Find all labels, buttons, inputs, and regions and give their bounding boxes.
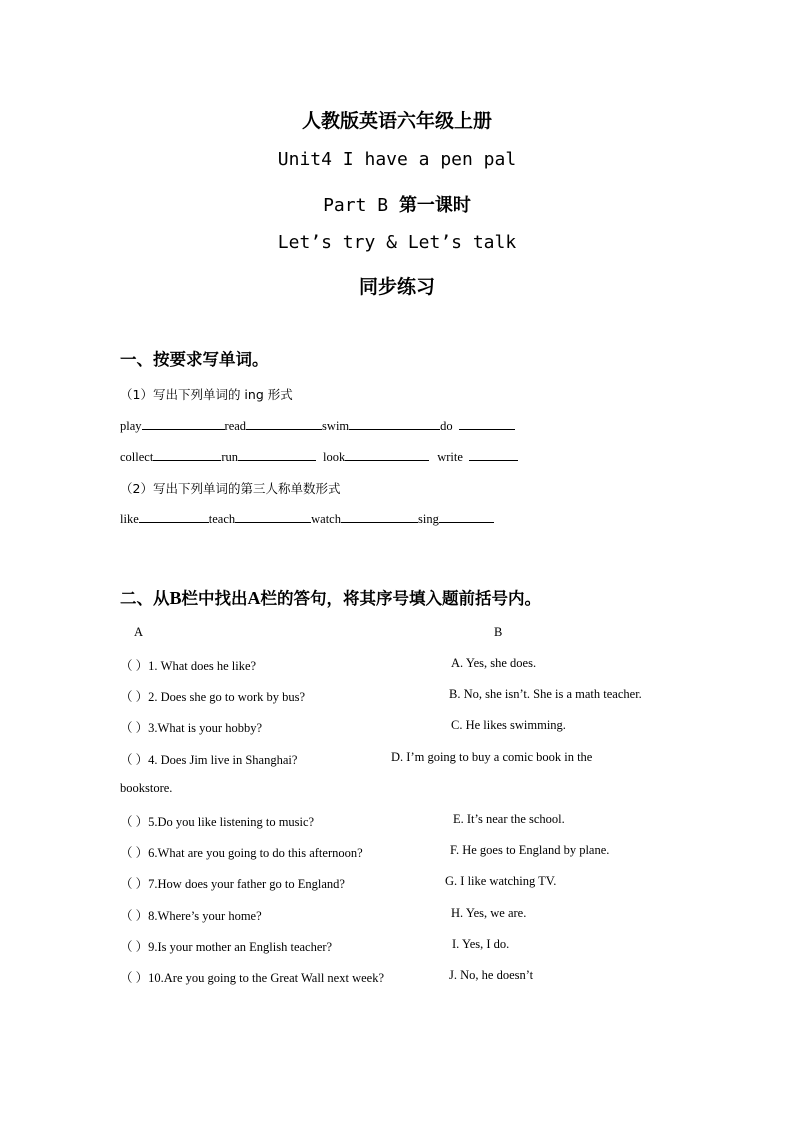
answer-blank[interactable]	[246, 417, 322, 430]
answer-parentheses[interactable]: （ ）	[120, 846, 149, 860]
column-b-header: B	[494, 625, 503, 639]
part-title	[0, 191, 794, 217]
answer-blank[interactable]	[459, 417, 515, 430]
answer-option: D. I’m going to buy a comic book in the	[391, 750, 593, 764]
question-row: （ ）3.What is your hobby?	[120, 721, 263, 735]
question-row: （ ）8.Where’s your home?	[120, 909, 262, 923]
answer-parentheses[interactable]: （ ）	[120, 940, 149, 954]
word: do	[440, 419, 453, 433]
answer-option: A. Yes, she does.	[451, 656, 537, 670]
unit-title: Unit4 I have a pen pal	[277, 149, 517, 170]
question-row: （ ）4. Does Jim live in Shanghai?	[120, 753, 298, 767]
word: run	[221, 450, 238, 464]
answer-blank[interactable]	[349, 417, 440, 430]
word: read	[224, 419, 247, 433]
question-row: （ ）2. Does she go to work by bus?	[120, 690, 306, 704]
page-title: 人教版英语六年级上册	[301, 110, 492, 132]
subtitle: 同步练习	[358, 276, 435, 298]
answer-parentheses[interactable]: （ ）	[120, 815, 149, 829]
answer-blank[interactable]	[235, 510, 311, 523]
answer-blank[interactable]	[139, 510, 209, 523]
word: write	[437, 450, 463, 464]
question-row: （ ）6.What are you going to do this afternoon?	[120, 846, 363, 860]
question-row: （ ）9.Is your mother an English teacher?	[120, 940, 333, 954]
answer-parentheses[interactable]: （ ）	[120, 971, 149, 985]
answer-option: I. Yes, I do.	[452, 937, 510, 951]
lesson-number: 第一课时	[398, 195, 471, 216]
answer-parentheses[interactable]: （ ）	[120, 690, 149, 704]
word: teach	[208, 512, 236, 526]
word: swim	[322, 419, 350, 433]
word: watch	[311, 512, 341, 526]
answer-blank[interactable]	[142, 417, 225, 430]
word: play	[120, 419, 142, 433]
word-row-3	[120, 510, 494, 527]
answer-blank[interactable]	[341, 510, 418, 523]
answer-blank[interactable]	[153, 448, 221, 461]
answer-blank[interactable]	[469, 448, 518, 461]
answer-parentheses[interactable]: （ ）	[120, 753, 149, 767]
answer-parentheses[interactable]: （ ）	[120, 877, 149, 891]
answer-option: E. It’s near the school.	[453, 812, 565, 826]
word: like	[120, 512, 139, 526]
column-a-header: A	[134, 625, 144, 639]
answer-option: C. He likes swimming.	[451, 718, 566, 732]
answer-option: F. He goes to England by plane.	[450, 843, 610, 857]
word: look	[323, 450, 346, 464]
question-row: （ ）5.Do you like listening to music?	[120, 815, 315, 829]
part-label: Part B	[323, 195, 389, 216]
word-row-1	[120, 417, 515, 434]
answer-parentheses[interactable]: （ ）	[120, 659, 149, 673]
answer-option: G. I like watching TV.	[445, 874, 557, 888]
word: collect	[120, 450, 154, 464]
word: sing	[417, 512, 439, 526]
answer-option: H. Yes, we are.	[451, 906, 527, 920]
answer-option-wrap: bookstore.	[120, 781, 173, 795]
answer-blank[interactable]	[439, 510, 494, 523]
question-row: （ ）10.Are you going to the Great Wall next week?	[120, 971, 384, 985]
answer-option: B. No, she isn’t. She is a math teacher.	[449, 687, 642, 701]
question-row: （ ）1. What does he like?	[120, 659, 257, 673]
answer-blank[interactable]	[238, 448, 316, 461]
section2-heading: 二、从B栏中找出A栏的答句，将其序号填入题前括号内。	[120, 588, 542, 608]
answer-blank[interactable]	[345, 448, 429, 461]
answer-parentheses[interactable]: （ ）	[120, 721, 149, 735]
question-row: （ ）7.How does your father go to England?	[120, 877, 345, 891]
lesson-title: Let’s try & Let’s talk	[277, 232, 517, 253]
section1-sub1: （1）写出下列单词的 ing 形式	[120, 387, 293, 402]
word-row-2	[120, 448, 518, 465]
answer-option: J. No, he doesn’t	[449, 968, 534, 982]
section1-heading: 一、按要求写单词。	[120, 350, 269, 369]
section1-sub2: （2）写出下列单词的第三人称单数形式	[120, 481, 341, 496]
answer-parentheses[interactable]: （ ）	[120, 909, 149, 923]
